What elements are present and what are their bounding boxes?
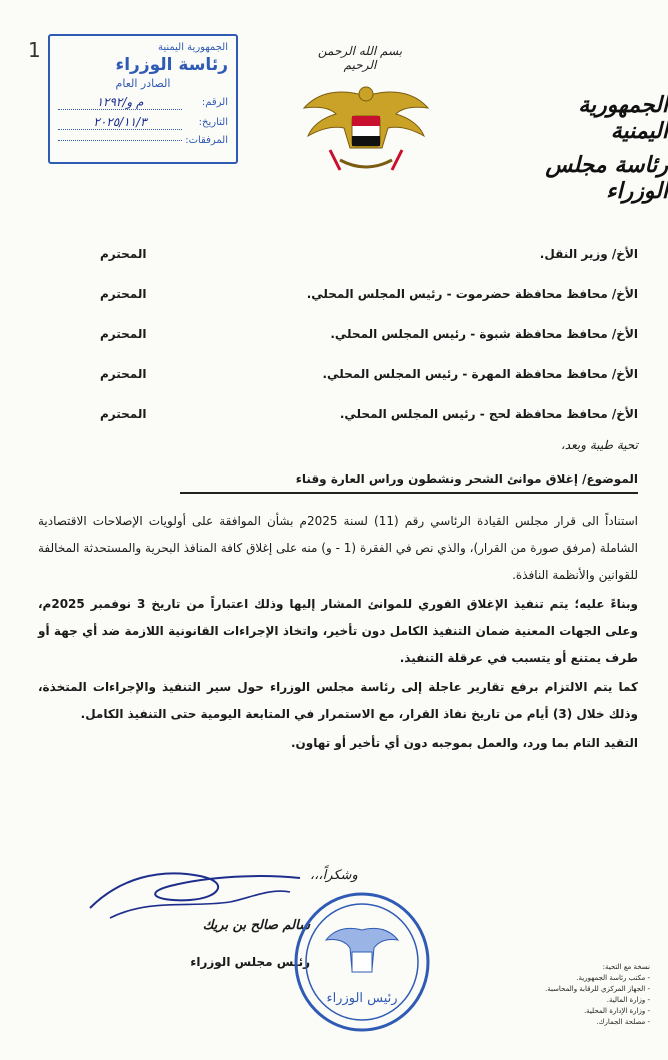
registry-stamp xyxy=(48,34,238,164)
signer-name: سالم صالح بن بريك xyxy=(202,918,310,933)
recipient-honorific: المحترم xyxy=(100,367,147,381)
recipient-name: الأخ/ وزير النقل. xyxy=(539,247,638,261)
recipient-honorific: المحترم xyxy=(100,247,147,261)
copies-item: - مصلحة الجمارك. xyxy=(596,1018,650,1026)
recipient-honorific: المحترم xyxy=(100,407,147,421)
greeting: تحية طيبة وبعد، xyxy=(560,438,638,452)
letter-body xyxy=(38,508,638,759)
stamp-attachments-value xyxy=(58,140,182,141)
stamp-date-label: التاريخ: xyxy=(198,117,228,128)
stamp-attachments-label: المرفقات: xyxy=(185,135,228,146)
copies-item: - وزارة المالية. xyxy=(606,996,650,1004)
stamp-office: رئاسة الوزراء xyxy=(115,55,228,75)
letterhead-country: الجمهورية اليمنية xyxy=(578,92,668,144)
stamp-number-label: الرقم: xyxy=(201,97,228,108)
stamp-number-value: م و/١٢٩٢ xyxy=(58,95,182,110)
subject-line xyxy=(180,468,638,494)
body-paragraph: كما يتم الالتزام برفع تقارير عاجلة إلى رئاسة مجلس الوزراء حول سير التنفيذ والإجراءات المتخذة، وذلك خلال (3) أيام من تاريخ نفاذ القرار، مع الاستمرار في المتابعة اليومية حتى التنفيذ الكامل. xyxy=(38,680,638,721)
signer-title: رئيس مجلس الوزراء xyxy=(190,955,310,969)
letterhead xyxy=(518,92,668,204)
stamp-attachments-row xyxy=(58,135,228,146)
recipient-honorific: المحترم xyxy=(100,327,147,341)
subject-text: الموضوع/ إغلاق موانئ الشحر ونشطون وراس العارة وقناء xyxy=(295,472,638,486)
stamp-number-row xyxy=(58,95,228,110)
recipient-name: الأخ/ محافظ محافظة المهرة - رئيس المجلس المحلي. xyxy=(322,367,638,381)
body-paragraph: التقيد التام بما ورد، والعمل بموجبه دون أي تأخير أو تهاون. xyxy=(291,736,638,750)
basmala: بسم الله الرحمن الرحيم xyxy=(317,44,403,72)
closing-thanks: وشكراً،،، xyxy=(310,868,358,883)
copies-item: - مكتب رئاسة الجمهورية. xyxy=(576,974,650,982)
page-number: 1 xyxy=(28,38,41,62)
seal-text: رئيس الوزراء xyxy=(326,991,398,1006)
recipient-name: الأخ/ محافظ محافظة حضرموت - رئيس المجلس المحلي. xyxy=(306,287,638,301)
recipients-list xyxy=(100,234,638,434)
recipient-row xyxy=(100,394,638,434)
signer-block xyxy=(110,918,310,969)
body-paragraph: استناداً الى قرار مجلس القيادة الرئاسي رقم (11) لسنة 2025م بشأن الموافقة على أولويات الإصلاحات الاقتصادية الشاملة (مرفق صورة من القرار)، والذي نص في الفقرة (1 - و) منه على إغلاق كافة المنافذ البحرية والمستحدثة المخالفة للقوانين والأنظمة النافذة. xyxy=(38,514,639,582)
recipient-row xyxy=(100,234,638,274)
copies-item: - وزارة الإدارة المحلية. xyxy=(583,1007,650,1015)
copies-item: - الجهاز المركزي للرقابة والمحاسبة. xyxy=(544,985,650,993)
recipient-row xyxy=(100,274,638,314)
body-paragraph: وبناءً عليه؛ يتم تنفيذ الإغلاق الفوري للموانئ المشار إليها وذلك اعتباراً من تاريخ 3 نوفمبر 2025م، وعلى الجهات المعنية ضمان التنفيذ الكامل دون تأخير، واتخاذ الإجراءات القانونية اللازمة ضد أي جهة أو طرف يمتنع أو يتسبب في عرقلة التنفيذ. xyxy=(38,597,638,665)
stamp-country: الجمهورية اليمنية xyxy=(157,42,228,53)
letterhead-office: رئاسة مجلس الوزراء xyxy=(545,152,668,204)
stamp-date-row xyxy=(58,115,228,130)
stamp-date-value: ٢٠٢٥/١١/٣ xyxy=(58,115,182,130)
copies-item: نسخة مع التحية: xyxy=(602,963,650,971)
recipient-row xyxy=(100,314,638,354)
stamp-outgoing: الصادر العام xyxy=(115,77,171,90)
recipient-name: الأخ/ محافظ محافظة لحج - رئيس المجلس المحلي. xyxy=(339,407,638,421)
recipient-honorific: المحترم xyxy=(100,287,147,301)
official-seal xyxy=(290,890,435,1035)
recipient-row xyxy=(100,354,638,394)
subject-underline xyxy=(180,492,638,494)
national-emblem-icon xyxy=(300,78,432,178)
copies-list xyxy=(500,962,650,1028)
recipient-name: الأخ/ محافظ محافظة شبوة - رئيس المجلس المحلي. xyxy=(330,327,638,341)
